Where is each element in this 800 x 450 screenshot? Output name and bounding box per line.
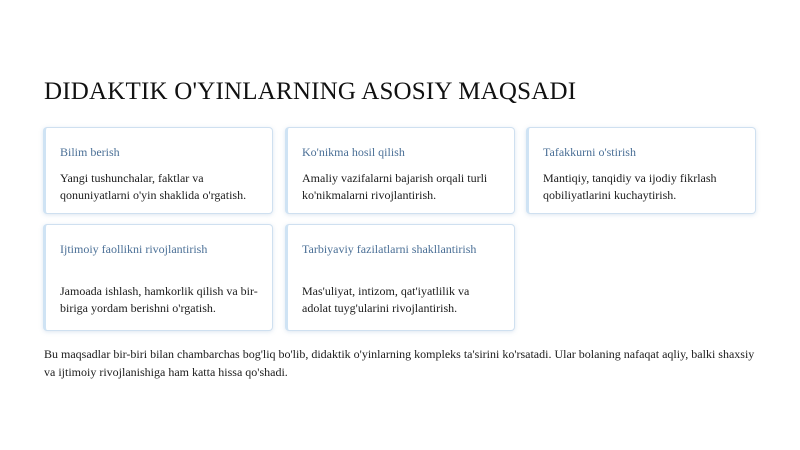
card-text: Amaliy vazifalarni bajarish orqali turli ko'nikmalarni rivojlantirish.: [302, 171, 488, 202]
card-title: Ko'nikma hosil qilish: [302, 145, 405, 159]
card-title: Bilim berish: [60, 145, 120, 159]
card-text: Mantiqiy, tanqidiy va ijodiy fikrlash qobiliyatlarini kuchaytirish.: [543, 171, 717, 202]
card-text: Jamoada ishlash, hamkorlik qilish va bir-biriga yordam berishni o'rgatish.: [60, 284, 258, 315]
page-title: DIDAKTIK O'YINLARNING ASOSIY MAQSADI: [44, 78, 577, 105]
goal-card-thinking: [526, 127, 756, 214]
goal-card-skills: [285, 127, 515, 214]
goal-card-knowledge: [43, 127, 273, 214]
goal-card-upbringing: [285, 224, 515, 331]
goal-card-social: [43, 224, 273, 331]
card-title: Tarbiyaviy fazilatlarni shakllantirish: [302, 242, 477, 256]
card-text: Mas'uliyat, intizom, qat'iyatlilik va adolat tuyg'ularini rivojlantirish.: [302, 284, 470, 315]
summary-paragraph: Bu maqsadlar bir-biri bilan chambarchas bog'liq bo'lib, didaktik o'yinlarning kompleks ta'sirini ko'rsatadi. Ular bolaning nafaqat aqliy, balki shaxsiy va ijtimoiy rivojlanishiga ham katta hissa qo'shadi.: [44, 347, 755, 379]
card-text: Yangi tushunchalar, faktlar va qonuniyatlarni o'yin shaklida o'rgatish.: [60, 171, 247, 202]
card-title: Ijtimoiy faollikni rivojlantirish: [60, 242, 208, 256]
card-title: Tafakkurni o'stirish: [543, 145, 636, 159]
